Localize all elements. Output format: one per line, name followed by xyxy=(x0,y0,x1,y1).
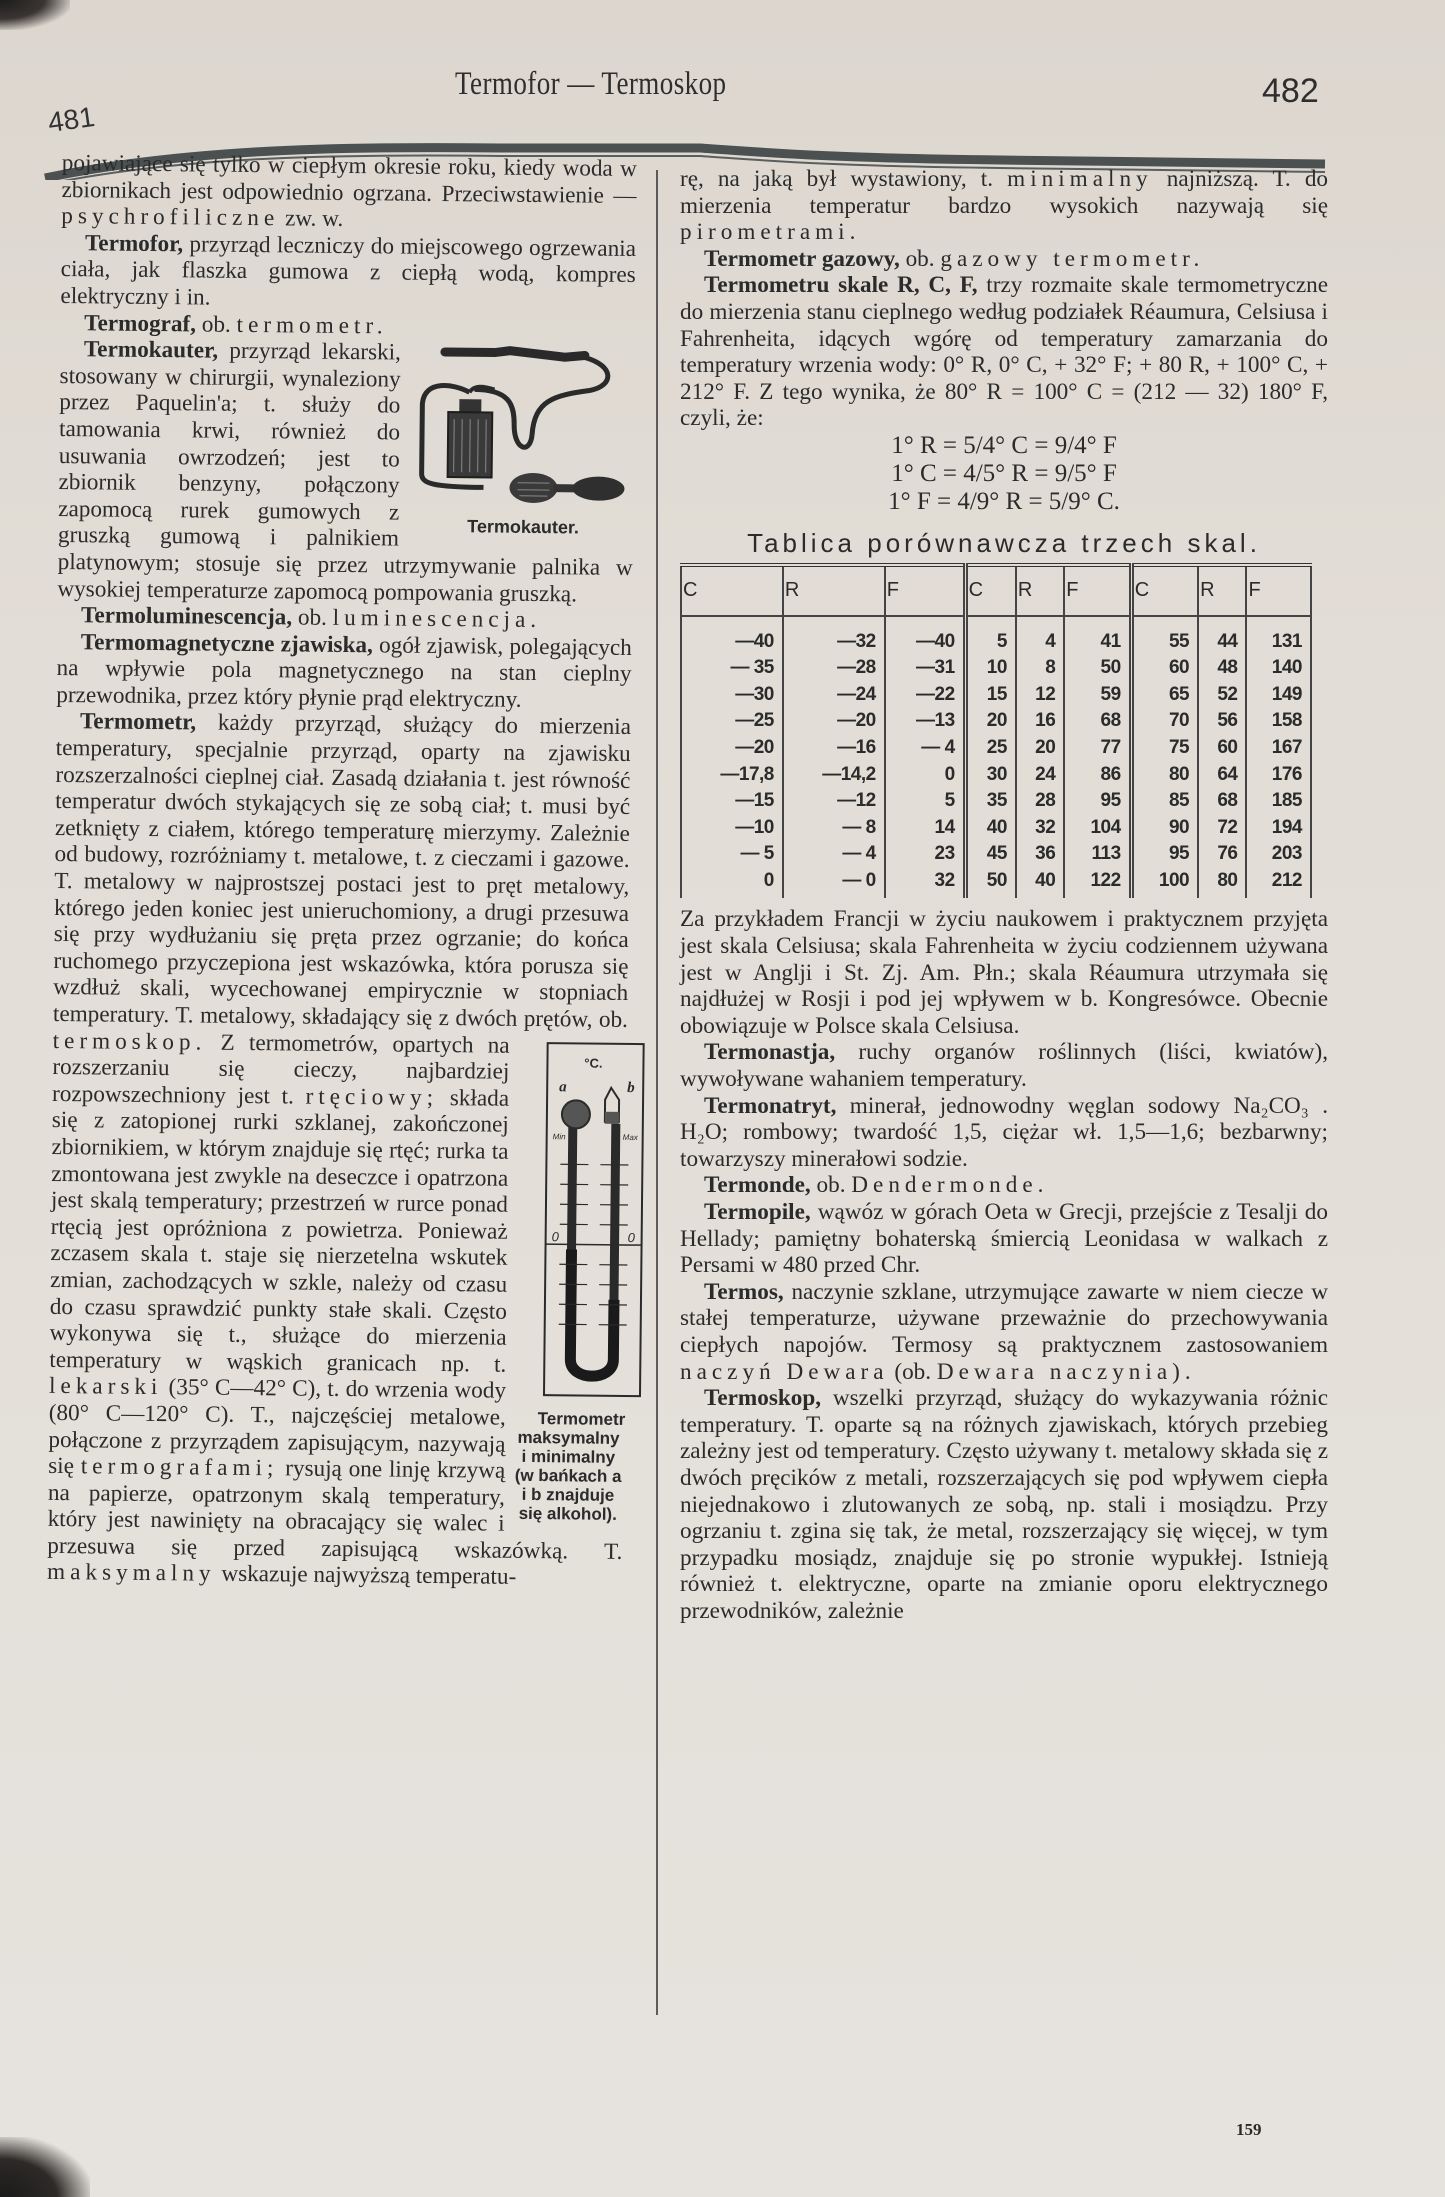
cross-reference: Dendermonde. xyxy=(851,1172,1049,1199)
entry-text: wszelki przyrząd, służący do wykazywania różnic temperatury. T. oparte są na różnych zjawiskach, których przebieg zależny jest od temperatury. Często używany t. metalowy składa się z dwóch pręcików z metali, rozszerzających się pod wpływem ciepła niejednakowo i zlutowanych ze sobą, np. stali i mosiądzu. Przy ogrzaniu t. zgina się tak, że metal, rozszerzający się więcej, w tym przypadku mosiądz, znajduje się po stronie wypukłej. Istnieją również t. elektryczne, oparte na zmianie oporu elektrycznego przewodników, zależnie xyxy=(680,1385,1329,1624)
table-cell: —32 xyxy=(783,616,885,656)
table-cell: —40 xyxy=(681,616,783,656)
entry-text: najniższą. T. do mierzenia temperatur bardzo wysokich nazywają się xyxy=(680,166,1329,219)
table-row xyxy=(681,735,1311,762)
table-cell: 70 xyxy=(1131,708,1198,735)
table-cell: —28 xyxy=(783,655,885,682)
entry-text: ogół zjawisk, polegających na wpływie pola magnetycznego na stan cieplny przewodnika, przez który płynie prąd elektryczny. xyxy=(56,632,632,713)
table-cell: — 35 xyxy=(681,655,783,682)
figure-caption: Termometr maksymalny i minimalny (w bańkach a i b znajduje się alkohol). xyxy=(514,1409,626,1525)
table-cell: 86 xyxy=(1064,762,1131,789)
entry-text: ruchy organów roślinnych (liści, kwiatów), wywoływane wahaniem temperatury. xyxy=(680,1039,1329,1093)
table-row xyxy=(681,788,1311,815)
table-cell: 0 xyxy=(885,762,965,789)
table-cell: 44 xyxy=(1198,616,1246,656)
entry-text: każdy przyrząd, służący do mierzenia temperatury, specjalnie przyrząd, oparty na zjawisku rozszerzalności cieplnej ciał. Zasadą działania t. jest równość temperatur dwóch stykających się ze sobą ciał; t. musi być zetknięty z ciałem, którego temperaturę mierzymy. Zależnie od budowy, rozróżniamy t. metalowe, t. z cieczami i gazowe. T. metalowy w najprostszej postaci jest to pręt metalowy, którego jeden koniec jest unieruchomiony, a drugi przesuwa się przy wydłużaniu się pręta przez ogrzanie; do końca ruchomego przyczepiona jest wskazówka, która porusza się wzdłuż skali, wycechowanej empirycznie w stopniach temperatury. T. metalowy, składający się z dwóch prętów, ob. xyxy=(52,710,632,1033)
table-cell: 25 xyxy=(965,735,1016,762)
table-cell: 203 xyxy=(1246,841,1311,868)
entry-headword: Termometr, xyxy=(79,708,197,736)
table-cell: —40 xyxy=(885,616,965,656)
running-head xyxy=(0,50,1445,150)
table-cell: 14 xyxy=(885,815,965,842)
table-cell: 52 xyxy=(1198,682,1246,709)
table-cell: 35 xyxy=(965,788,1016,815)
table-cell: 32 xyxy=(1016,815,1064,842)
zero-label-left: 0 xyxy=(551,1228,559,1244)
column-header: R xyxy=(1016,565,1064,616)
table-cell: 5 xyxy=(885,788,965,815)
table-cell: 77 xyxy=(1064,735,1131,762)
table-header-row xyxy=(681,565,1311,616)
entry-text: ob. xyxy=(297,604,328,631)
entry-text: ob. xyxy=(816,1172,846,1199)
min-label: Min xyxy=(552,1131,566,1141)
table-cell: 16 xyxy=(1016,708,1064,735)
table-cell: 15 xyxy=(965,682,1016,709)
table-cell: — 4 xyxy=(783,841,885,868)
entry-headword: Termonatryt, xyxy=(704,1092,837,1119)
formula-line: 1° F = 4/9° R = 5/9° C. xyxy=(888,487,1120,515)
cross-reference: termografami; xyxy=(80,1453,279,1482)
entry-text: pojawiające się tylko w ciepłym okresie roku, kiedy woda w zbiornikach jest odpowiednio ogrzana. Przeciwstawienie — xyxy=(61,150,637,209)
table-row xyxy=(681,655,1311,682)
table-cell: —24 xyxy=(783,682,885,709)
table-cell: 40 xyxy=(1016,868,1064,899)
entry-termofor xyxy=(60,230,636,316)
entry-termos xyxy=(680,1279,1328,1385)
table-cell: —31 xyxy=(885,655,965,682)
table-cell: 122 xyxy=(1064,868,1131,899)
entry-text: przyrząd lekarski, stosowany w chirurgii, wynaleziony przez Paquelin'a; t. służy do tamowania krwi, również do usuwania owrzodzeń; jest to zbiornik benzyny, połączony zapomocą rurek gumowych z gruszką gumową i palnikiem platynowym; stosuje się przez utrzymywanie palnika w wysokiej temperaturze zapomocą pompowania gruszką. xyxy=(57,337,633,607)
entry-continuation xyxy=(680,166,1328,246)
entry-termonastja xyxy=(680,1039,1328,1092)
table-cell: 104 xyxy=(1064,815,1131,842)
table-cell: — 8 xyxy=(783,815,885,842)
entry-headword: Termoskop, xyxy=(704,1385,822,1412)
cross-reference: psychrofiliczne xyxy=(61,203,280,232)
figure-thermometer xyxy=(513,1038,638,1525)
page-number-left: 481 xyxy=(46,100,97,139)
table-cell: 95 xyxy=(1131,841,1198,868)
table-cell: 80 xyxy=(1198,868,1246,899)
entry-headword: Termofor, xyxy=(84,230,184,258)
max-label: Max xyxy=(622,1132,638,1142)
entry-headword: Termometr gazowy, xyxy=(704,245,900,272)
column-header: C xyxy=(681,565,783,616)
entry-text: rę, na jaką był wystawiony, t. xyxy=(680,166,994,192)
running-head-title: Termofor — Termoskop xyxy=(455,66,727,102)
entry-headword: Termograf, xyxy=(84,309,197,337)
bulb-a-label: a xyxy=(559,1078,567,1095)
table-cell: 68 xyxy=(1198,788,1246,815)
column-header: F xyxy=(885,565,965,616)
cross-reference: minimalny xyxy=(1007,166,1153,192)
table-row xyxy=(681,815,1311,842)
entry-text: zw. w. xyxy=(284,205,344,233)
table-cell: —25 xyxy=(681,708,783,735)
table-row xyxy=(681,616,1311,656)
table-row xyxy=(681,682,1311,709)
entry-termometr-gazowy xyxy=(680,246,1328,273)
table-cell: 48 xyxy=(1198,655,1246,682)
table-cell: 50 xyxy=(965,868,1016,899)
zero-label-right: 0 xyxy=(627,1229,635,1245)
cross-reference: gazowy termometr. xyxy=(940,245,1205,272)
page-corner-shadow xyxy=(0,0,70,30)
table-cell: 64 xyxy=(1198,762,1246,789)
entry-text: ob. xyxy=(201,311,231,338)
entry-text: trzy rozmaite skale termometryczne do mierzenia stanu cieplnego według podziałek Réaumura, Celsiusa i Fahrenheita, idących wgórę od temperatury zamarzania do temperatury wrzenia wody: 0° R, 0° C, + 32° F; + 80 R, + 100° C, + 212° F. Z tego wynika, że 80° R = 100° C = (212 — 32) 180° F, czyli, że: xyxy=(680,272,1329,432)
table-cell: 90 xyxy=(1131,815,1198,842)
page-number-right: 482 xyxy=(1262,72,1319,110)
table-cell: 60 xyxy=(1131,655,1198,682)
entry-headword: Termonde, xyxy=(704,1172,811,1199)
folio-number: 159 xyxy=(1236,2120,1262,2139)
entry-termoskop xyxy=(680,1385,1328,1624)
table-cell: 72 xyxy=(1198,815,1246,842)
entry-headword: Termopile, xyxy=(704,1199,811,1225)
table-cell: 95 xyxy=(1064,788,1131,815)
table-cell: 36 xyxy=(1016,841,1064,868)
table-cell: 4 xyxy=(1016,616,1064,656)
table-cell: 194 xyxy=(1246,815,1311,842)
table-cell: 59 xyxy=(1064,682,1131,709)
entry-continuation: Za przykładem Francji w życiu naukowem i praktycznem przyjęta jest skala Celsiusa; skala Fahrenheita w życiu codziennem używana jest w Anglji i St. Zj. Am. Płn.; skala Réaumura utrzymała się najdłużej w Rosji i pod jej wpływem w b. Kongresówce. Obecnie obowiązuje w Polsce skala Celsiusa. xyxy=(680,906,1328,1039)
cross-reference: Dewara naczynia). xyxy=(936,1358,1196,1385)
table-cell: 76 xyxy=(1198,841,1246,868)
column-header: C xyxy=(1131,565,1198,616)
entry-text: (35° C—42° C), t. do wrzenia wody (80° C—120° C). T., najczęściej metalowe, połączone z przyrządem zapisującym, nazywają się xyxy=(48,1374,507,1480)
table-cell: 32 xyxy=(885,868,965,899)
entry-headword: Termonastja, xyxy=(704,1039,836,1066)
table-cell: 28 xyxy=(1016,788,1064,815)
table-cell: —14,2 xyxy=(783,762,885,789)
table-cell: 212 xyxy=(1246,868,1311,899)
table-cell: 5 xyxy=(965,616,1016,656)
figure-termokauter xyxy=(413,344,635,542)
table-cell: 75 xyxy=(1131,735,1198,762)
table-cell: 8 xyxy=(1016,655,1064,682)
table-cell: 65 xyxy=(1131,682,1198,709)
table-cell: —17,8 xyxy=(681,762,783,789)
column-header: F xyxy=(1064,565,1131,616)
entry-termomagnetyczne xyxy=(56,629,632,715)
table-cell: 56 xyxy=(1198,708,1246,735)
table-body xyxy=(681,616,1311,899)
entry-headword: Termos, xyxy=(704,1278,784,1305)
entry-text: Z termometrów, opartych na rozszerzaniu się cieczy, najbardziej rozpowszechniony jest t. xyxy=(51,1029,510,1110)
table-cell: 12 xyxy=(1016,682,1064,709)
table-cell: 185 xyxy=(1246,788,1311,815)
entry-headword: Termokauter, xyxy=(83,336,219,364)
table-cell: 167 xyxy=(1246,735,1311,762)
entry-text: ob. xyxy=(905,245,935,272)
entry-continuation xyxy=(61,150,637,236)
cross-reference: rtęciowy; xyxy=(305,1083,439,1111)
table-cell: 24 xyxy=(1016,762,1064,789)
entry-text: przyrząd leczniczy do miejscowego ogrzewania ciała, jak flaszka gumowa z ciepłą wodą, kompres elektryczny i in. xyxy=(60,231,637,311)
table-cell: 41 xyxy=(1064,616,1131,656)
entry-text: wskazuje najwyższą temperatu- xyxy=(221,1561,517,1591)
table-cell: —12 xyxy=(783,788,885,815)
entry-termometru-skale xyxy=(680,272,1328,432)
table-cell: 30 xyxy=(965,762,1016,789)
page-corner-shadow xyxy=(0,2137,90,2197)
cross-reference: luminescencja. xyxy=(332,604,542,634)
table-cell: 149 xyxy=(1246,682,1311,709)
table-title: Tablica porównawcza trzech skal. xyxy=(747,527,1261,558)
table-row xyxy=(681,708,1311,735)
table-row xyxy=(681,868,1311,899)
table-cell: 100 xyxy=(1131,868,1198,899)
figure-caption: Termokauter. xyxy=(467,516,580,538)
table-cell: 131 xyxy=(1246,616,1311,656)
cross-reference: termometr. xyxy=(236,311,388,339)
table-cell: — 4 xyxy=(885,735,965,762)
table-cell: 85 xyxy=(1131,788,1198,815)
table-cell: —30 xyxy=(681,682,783,709)
entry-termonatryt xyxy=(680,1093,1328,1173)
table-cell: 80 xyxy=(1131,762,1198,789)
scale-comparison-table xyxy=(680,563,1312,899)
table-cell: — 0 xyxy=(783,868,885,899)
thermometer-illustration xyxy=(538,1039,652,1400)
column-divider xyxy=(656,170,658,2015)
column-header: F xyxy=(1246,565,1311,616)
left-column xyxy=(47,150,637,1592)
table-cell: 45 xyxy=(965,841,1016,868)
table-cell: 60 xyxy=(1198,735,1246,762)
table-cell: 50 xyxy=(1064,655,1131,682)
table-cell: —15 xyxy=(681,788,783,815)
entry-headword: Termometru skale R, C, F, xyxy=(704,272,978,299)
table-row xyxy=(681,762,1311,789)
entry-headword: Termomagnetyczne zjawiska, xyxy=(80,628,373,658)
entry-termonde xyxy=(680,1172,1328,1199)
thermometer-unit-label: °C. xyxy=(584,1055,603,1071)
table-cell: —10 xyxy=(681,815,783,842)
table-cell: 20 xyxy=(1016,735,1064,762)
column-header: C xyxy=(965,565,1016,616)
bulb-b-label: b xyxy=(627,1079,635,1096)
column-header: R xyxy=(1198,565,1246,616)
entry-text: (ob. xyxy=(894,1358,932,1385)
cross-reference: lekarski xyxy=(48,1373,163,1401)
table-cell: 10 xyxy=(965,655,1016,682)
entry-termometr xyxy=(46,708,638,1592)
table-cell: — 5 xyxy=(681,841,783,868)
table-cell: 68 xyxy=(1064,708,1131,735)
entry-headword: Termoluminescencja, xyxy=(80,602,293,631)
right-column xyxy=(680,166,1328,1625)
table-cell: 40 xyxy=(965,815,1016,842)
entry-termopile xyxy=(680,1199,1328,1279)
table-cell: 55 xyxy=(1131,616,1198,656)
table-cell: 113 xyxy=(1064,841,1131,868)
table-cell: 20 xyxy=(965,708,1016,735)
table-cell: —20 xyxy=(783,708,885,735)
entry-text: wąwóz w górach Oeta w Grecji, przejście z Tesalji do Hellady; pamiętny bohaterską śmiercią Leonidasa w walkach z Persami w 480 przed Chr. xyxy=(680,1199,1328,1279)
table-cell: 140 xyxy=(1246,655,1311,682)
cross-reference: termoskop. xyxy=(52,1027,207,1056)
cross-reference: maksymalny xyxy=(46,1559,216,1588)
formula-line: 1° C = 4/5° R = 9/5° F xyxy=(891,459,1117,487)
table-cell: —20 xyxy=(681,735,783,762)
cross-reference: naczyń Dewara xyxy=(680,1358,889,1385)
entry-text: naczynie szklane, utrzymujące zawarte w niem ciecze w stałej temperaturze, używane przeważnie do przechowywania ciepłych napojów. Termosy są praktycznem zastosowaniem xyxy=(680,1278,1329,1358)
table-cell: 23 xyxy=(885,841,965,868)
table-cell: —16 xyxy=(783,735,885,762)
entry-text: rysują one linję krzywą na papierze, opatrzonym skalą temperatury, który jest nawinięty na obracający się walec i przesuwa się przed zapisującą wskazówką. T. xyxy=(47,1455,623,1565)
table-cell: 176 xyxy=(1246,762,1311,789)
table-cell: —22 xyxy=(885,682,965,709)
table-row xyxy=(681,841,1311,868)
entry-text: minerał, jednowodny węglan sodowy Na₂CO₃ . H₂O; rombowy; twardość 1,5, ciężar wł. 1,5—1,6; bezbarwny; towarzyszy minerałowi sodzie. xyxy=(680,1092,1328,1172)
cross-reference: pirometrami. xyxy=(680,219,861,246)
table-cell: 158 xyxy=(1246,708,1311,735)
table-cell: —13 xyxy=(885,708,965,735)
column-header: R xyxy=(783,565,885,616)
entry-text: składa się z zatopionej rurki szklanej, zakończonej zbiornikiem, w którym znajduje się rtęć; rurka ta zmontowana jest zwykle na deseczce i opatrzona jest skalą temperatury; przestrzeń w rurce ponad rtęcią jest opróżniona z powietrza. Ponieważ zczasem skala t. staje się nierzetelna wskutek zmian, zachodzących w szkle, należy od czasu do czasu sprawdzić punkty stałe skali. Często wykonywa się t., służące do mierzenia temperatury w wąskich granicach np. t. xyxy=(49,1084,510,1378)
formula-line: 1° R = 5/4° C = 9/4° F xyxy=(891,431,1117,459)
table-cell: 0 xyxy=(681,868,783,899)
termokauter-illustration xyxy=(413,344,635,511)
